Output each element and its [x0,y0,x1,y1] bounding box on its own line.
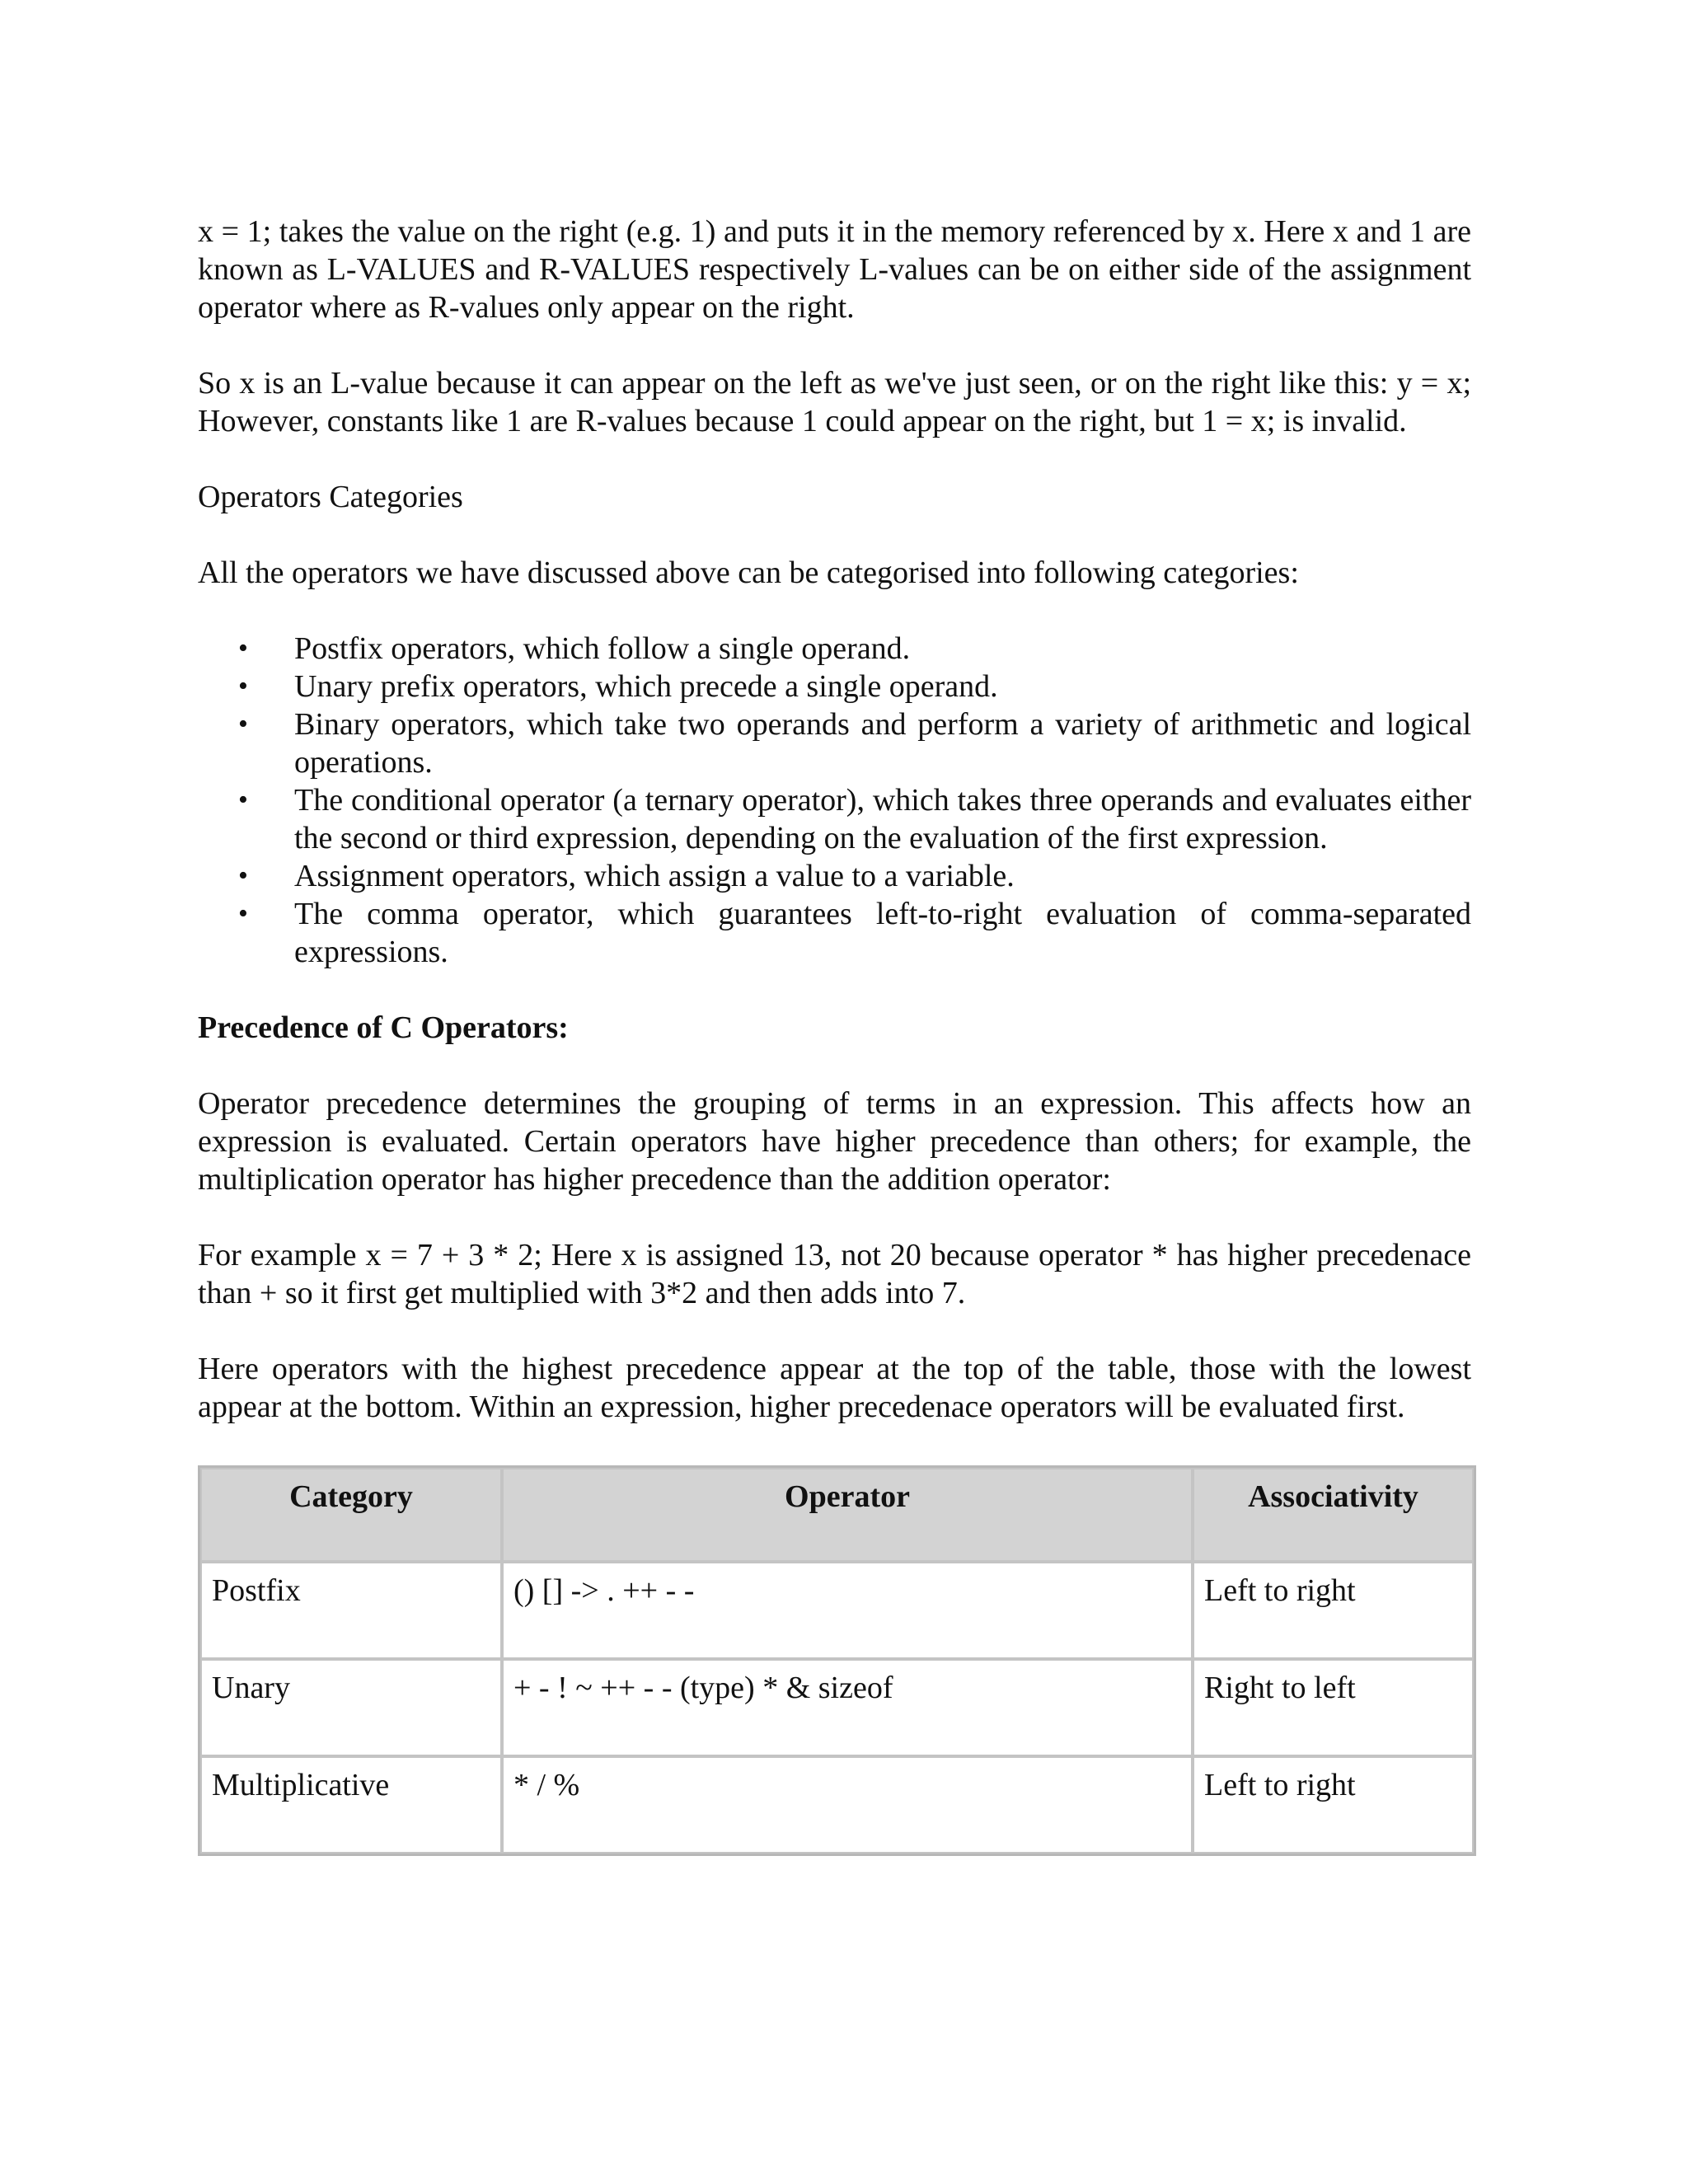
paragraph-precedence-definition: Operator precedence determines the grouping of terms in an expression. This affects how an expression is evaluated. Certain operators have higher precedence than others; for example, the multiplication operator has higher precedence than the addition operator: [198,1086,1471,1197]
list-item: • The comma operator, which guarantees left-to-right evaluation of comma-separated expressions. [294,895,1471,971]
cell-associativity: Right to left [1193,1659,1474,1756]
list-item: • Postfix operators, which follow a single operand. [294,630,1471,668]
cell-category: Unary [200,1659,502,1756]
precedence-table [198,1465,1476,1856]
list-item: • The conditional operator (a ternary operator), which takes three operands and evaluates either the second or third expression, depending on the evaluation of the first expression. [294,781,1471,857]
paragraph-categories-intro: All the operators we have discussed above can be categorised into following categories: [198,555,1299,590]
table-header-row [200,1468,1474,1562]
column-header-category: Category [200,1468,502,1562]
list-item: • Assignment operators, which assign a value to a variable. [294,857,1471,895]
cell-operator: * / % [502,1756,1193,1854]
column-header-operator: Operator [502,1468,1193,1562]
document-page [198,213,1471,1856]
operator-categories-list [198,630,1471,971]
list-item: • Unary prefix operators, which precede a single operand. [294,668,1471,705]
cell-category: Postfix [200,1562,502,1659]
cell-operator: + - ! ~ ++ - - (type) * & sizeof [502,1659,1193,1756]
cell-associativity: Left to right [1193,1562,1474,1659]
column-header-associativity: Associativity [1193,1468,1474,1562]
operators-categories-heading: Operators Categories [198,480,463,514]
paragraph-lvalue-rvalue: x = 1; takes the value on the right (e.g. 1) and puts it in the memory referenced by x. Here x and 1 are known as L-VALUES and R-VALUES respectively L-values can be on either side of the assignment operator where as R-values only appear on the right. [198,214,1471,325]
cell-category: Multiplicative [200,1756,502,1854]
paragraph-precedence-example: For example x = 7 + 3 * 2; Here x is assigned 13, not 20 because operator * has higher precedenace than + so it first get multiplied with 3*2 and then adds into 7. [198,1238,1471,1310]
table-row [200,1562,1474,1659]
table-row [200,1756,1474,1854]
list-item: • Binary operators, which take two operands and perform a variety of arithmetic and logical operations. [294,705,1471,781]
precedence-heading: Precedence of C Operators: [198,1010,569,1045]
cell-operator: () [] -> . ++ - - [502,1562,1193,1659]
paragraph-precedence-table-intro: Here operators with the highest precedence appear at the top of the table, those with the lowest appear at the bottom. Within an expression, higher precedenace operators will be evaluated first. [198,1352,1471,1424]
table-row [200,1659,1474,1756]
paragraph-lvalue-example: So x is an L-value because it can appear on the left as we've just seen, or on the right like this: y = x; However, constants like 1 are R-values because 1 could appear on the right, but 1 = x; is invalid. [198,366,1471,438]
cell-associativity: Left to right [1193,1756,1474,1854]
